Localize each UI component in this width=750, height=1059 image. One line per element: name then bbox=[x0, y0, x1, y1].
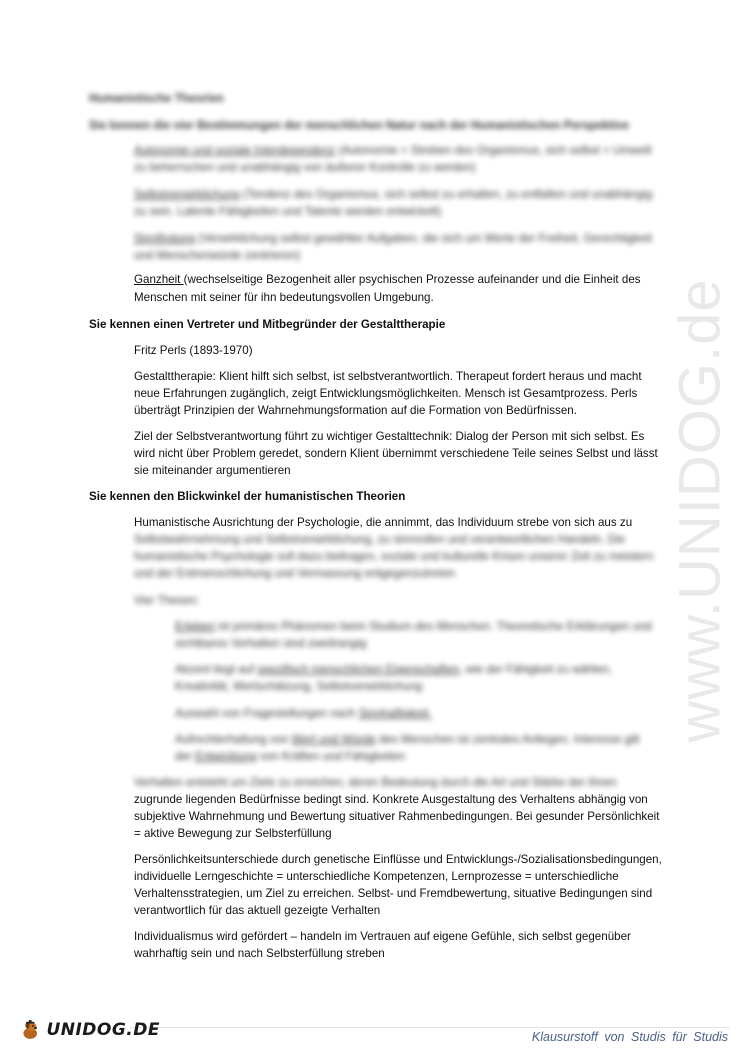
these-4-cont: der Entwicklung von Kräften und Fähigkeiten bbox=[175, 750, 406, 763]
item-autonomie-cont: zu beherrschen und unabhängig von äußerer Kontrolle zu werden) bbox=[134, 161, 476, 174]
document-title: Humanistische Theorien bbox=[89, 92, 224, 105]
paragraph-line-blurred: Verhalten entsteht um Ziele zu erreichen, deren Bedeutung durch die Art und Stärke der ihnen bbox=[134, 776, 617, 789]
these-3: Auswahl von Fragestellungen nach Sinnhaftigkeit. bbox=[175, 707, 432, 720]
paragraph-line-blurred: humanistische Psychologie soll dazu beitragen, soziale und kulturelle Krisen unserer Zeit zu meistern bbox=[134, 550, 654, 563]
paragraph-line: Individualismus wird gefördert – handeln im Vertrauen auf eigene Gefühle, sich selbst gegenüber bbox=[134, 930, 631, 943]
unidog-logo bbox=[20, 1010, 160, 1050]
paragraph-line: verantwortlich für das aktuell gezeigte Verhalten bbox=[134, 904, 381, 917]
paragraph-line: wahrhaftig sein und nach Selbsterfüllung streben bbox=[134, 947, 385, 960]
item-ganzheit-cont: Menschen mit seiner für ihn bedeutungsvollen Umgebung. bbox=[134, 291, 434, 304]
these-2-cont: Kreativität, Wertschätzung, Selbstverwirklichung bbox=[175, 680, 423, 693]
these-2: Akzent liegt auf spezifisch menschlichen Eigenschaften, wie der Fähigkeit zu wählen, bbox=[175, 663, 612, 676]
paragraph-line: Verhaltensstrategien, um Ziel zu erreichen. Selbst- und Fremdbewertung, situative Bedingungen sind bbox=[134, 887, 653, 900]
these-1-cont: sichtbares Verhalten sind zweitrangig bbox=[175, 637, 367, 650]
footer-divider bbox=[130, 1027, 730, 1028]
ganzheit-term: Ganzheit bbox=[134, 273, 184, 286]
these-4: Aufrechterhaltung von Wert und Würde des Menschen ist zentrales Anliegen. Interesse gilt bbox=[175, 733, 640, 746]
paragraph-line-blurred: und der Entmenschlichung und Vermassung entgegenzutreten bbox=[134, 567, 455, 580]
item-sinnfindung: Sinnfindung (Verwirklichung selbst gewählter Aufgaben, die sich um Werte der Freiheit, Gerechtigkeit bbox=[134, 232, 652, 245]
vier-thesen-label: Vier Thesen: bbox=[134, 594, 200, 607]
item-selbstverwirklichung: Selbstverwirklichung (Tendenz des Organismus, sich selbst zu erhalten, zu entfalten und unabhängig bbox=[134, 188, 653, 201]
paragraph-line: Gestalttherapie: Klient hilft sich selbst, ist selbstverantwortlich. Therapeut fordert heraus und macht bbox=[134, 370, 642, 383]
item-selbstverwirklichung-cont: zu sein. Latente Fähigkeiten und Talente werden entwickelt) bbox=[134, 205, 442, 218]
section-heading-2: Sie kennen einen Vertreter und Mitbegründer der Gestalttherapie bbox=[89, 318, 446, 331]
dog-mascot-icon bbox=[20, 1015, 40, 1045]
paragraph-line: neue Erfahrungen zugänglich, zeigt Entwicklungsmöglichkeiten. Mensch ist Gesamtprozess. Perls bbox=[134, 387, 638, 400]
section-heading-1: Sie kennen die vier Bestimmungen der menschlichen Natur nach der Humanistischen Perspektive bbox=[89, 119, 629, 132]
paragraph-line: Persönlichkeitsunterschiede durch genetische Einflüsse und Entwicklungs-/Sozialisationsbedingungen, bbox=[134, 853, 662, 866]
footer-claim: Klausurstoff von Studis für Studis bbox=[531, 1030, 728, 1044]
these-1: Erleben ist primäres Phänomen beim Studium des Menschen. Theoretische Erklärungen und bbox=[175, 620, 652, 633]
paragraph-line-blurred: Selbstwahrnehmung und Selbstverwirklichung, zu sinnvollen und verantwortlichen Handeln. Die bbox=[134, 533, 626, 546]
paragraph-line: Humanistische Ausrichtung der Psychologie, die annimmt, das Individuum strebe von sich aus zu bbox=[134, 516, 633, 529]
paragraph-line: zugrunde liegenden Bedürfnisse bedingt sind. Konkrete Ausgestaltung des Verhaltens abhängig von bbox=[134, 793, 648, 806]
item-sinnfindung-cont: und Menschenwürde zentrieren) bbox=[134, 249, 301, 262]
watermark-text: www.UNIDOG.de bbox=[667, 277, 733, 743]
paragraph-line: subjektive Wahrnehmung und Bewertung situativer Rahmenbedingungen. Bei gesunder Persönlichkeit bbox=[134, 810, 660, 823]
paragraph-line: Ziel der Selbstverantwortung führt zu wichtiger Gestalttechnik: Dialog der Person mit sich selbst. Es bbox=[134, 430, 645, 443]
watermark bbox=[640, 277, 750, 743]
item-ganzheit: Ganzheit (wechselseitige Bezogenheit aller psychischen Prozesse aufeinander und die Einheit des bbox=[134, 273, 641, 286]
paragraph-line: überträgt Prinzipien der Wahrnehmungsformation auf die Formation von Bedürfnissen. bbox=[134, 404, 577, 417]
logo-text: UNIDOG.DE bbox=[46, 1020, 160, 1040]
paragraph-line: = aktive Bewegung zur Selbsterfüllung bbox=[134, 827, 332, 840]
person-name: Fritz Perls (1893-1970) bbox=[134, 344, 253, 357]
section-heading-3: Sie kennen den Blickwinkel der humanistischen Theorien bbox=[89, 490, 406, 503]
paragraph-line: individuelle Lerngeschichte = unterschiedliche Kompetenzen, Lernprozesse = unterschiedliche bbox=[134, 870, 619, 883]
paragraph-line: sie miteinander argumentieren bbox=[134, 464, 291, 477]
paragraph-line: wird nicht über Problem geredet, sondern Klient übernimmt verschiedene Teile seines Selbst und lässt bbox=[134, 447, 658, 460]
item-autonomie: Autonomie und soziale Interdependenz (Autonomie = Streben des Organismus, sich selbst = Umwelt bbox=[134, 144, 652, 157]
